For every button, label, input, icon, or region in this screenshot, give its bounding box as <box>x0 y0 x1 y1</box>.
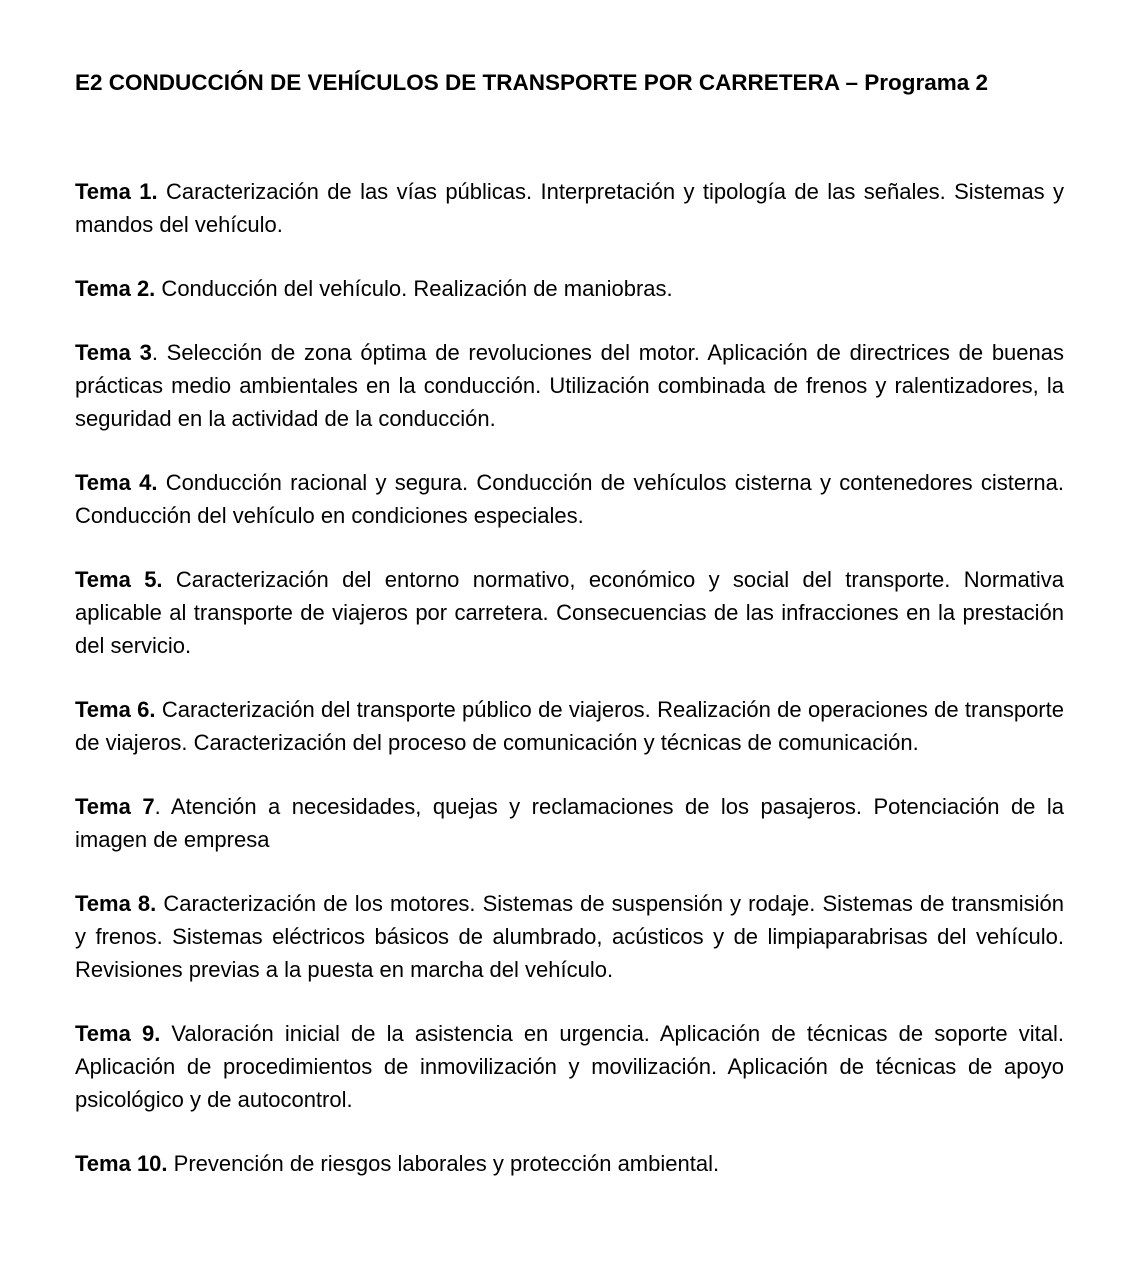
topic-text-9: Valoración inicial de la asistencia en urgencia. Aplicación de técnicas de soporte vital. Aplicación de procedimientos de inmovilización y movilización. Aplicación de técnicas de apoyo psicológico y de autocontrol. <box>75 1021 1064 1112</box>
topic-label-3: Tema 3 <box>75 340 152 365</box>
topic-text-6: Caracterización del transporte público de viajeros. Realización de operaciones de transporte de viajeros. Caracterización del proceso de comunicación y técnicas de comunicación. <box>75 697 1064 755</box>
topic-paragraph-2 <box>75 272 1064 305</box>
topic-paragraph-5 <box>75 563 1064 662</box>
topic-label-6: Tema 6. <box>75 697 156 722</box>
topic-text-4: Conducción racional y segura. Conducción de vehículos cisterna y contenedores cisterna. Conducción del vehículo en condiciones especiales. <box>75 470 1064 528</box>
topic-label-1: Tema 1. <box>75 179 158 204</box>
topic-text-10: Prevención de riesgos laborales y protección ambiental. <box>167 1151 720 1176</box>
document-title: E2 CONDUCCIÓN DE VEHÍCULOS DE TRANSPORTE POR CARRETERA – Programa 2 <box>75 70 989 95</box>
topic-label-8: Tema 8. <box>75 891 157 916</box>
topic-paragraph-4 <box>75 466 1064 532</box>
topic-paragraph-1 <box>75 175 1064 241</box>
topic-paragraph-7 <box>75 790 1064 856</box>
topic-label-5: Tema 5. <box>75 567 163 592</box>
topic-label-10: Tema 10. <box>75 1151 168 1176</box>
topic-text-8: Caracterización de los motores. Sistemas de suspensión y rodaje. Sistemas de transmisión y frenos. Sistemas eléctricos básicos de alumbrado, acústicos y de limpiaparabrisas del vehículo. Revisiones previas a la puesta en marcha del vehículo. <box>75 891 1064 982</box>
topic-label-9: Tema 9. <box>75 1021 161 1046</box>
topic-text-1: Caracterización de las vías públicas. Interpretación y tipología de las señales. Sistemas y mandos del vehículo. <box>75 179 1064 237</box>
topic-text-5: Caracterización del entorno normativo, económico y social del transporte. Normativa aplicable al transporte de viajeros por carretera. Consecuencias de las infracciones en la prestación del servicio. <box>75 567 1064 658</box>
topic-text-7: . Atención a necesidades, quejas y reclamaciones de los pasajeros. Potenciación de la imagen de empresa <box>75 794 1065 852</box>
topic-label-4: Tema 4. <box>75 470 158 495</box>
topic-text-3: . Selección de zona óptima de revoluciones del motor. Aplicación de directrices de buenas prácticas medio ambientales en la conducción. Utilización combinada de frenos y ralentizadores, la seguridad en la actividad de la conducción. <box>75 340 1065 431</box>
topic-paragraph-9 <box>75 1017 1064 1116</box>
topic-paragraph-6 <box>75 693 1064 759</box>
topic-paragraph-8 <box>75 887 1064 986</box>
topic-paragraph-10 <box>75 1147 1064 1180</box>
topic-paragraph-3 <box>75 336 1064 435</box>
topic-label-7: Tema 7 <box>75 794 155 819</box>
topic-label-2: Tema 2. <box>75 276 156 301</box>
topic-text-2: Conducción del vehículo. Realización de maniobras. <box>155 276 673 301</box>
